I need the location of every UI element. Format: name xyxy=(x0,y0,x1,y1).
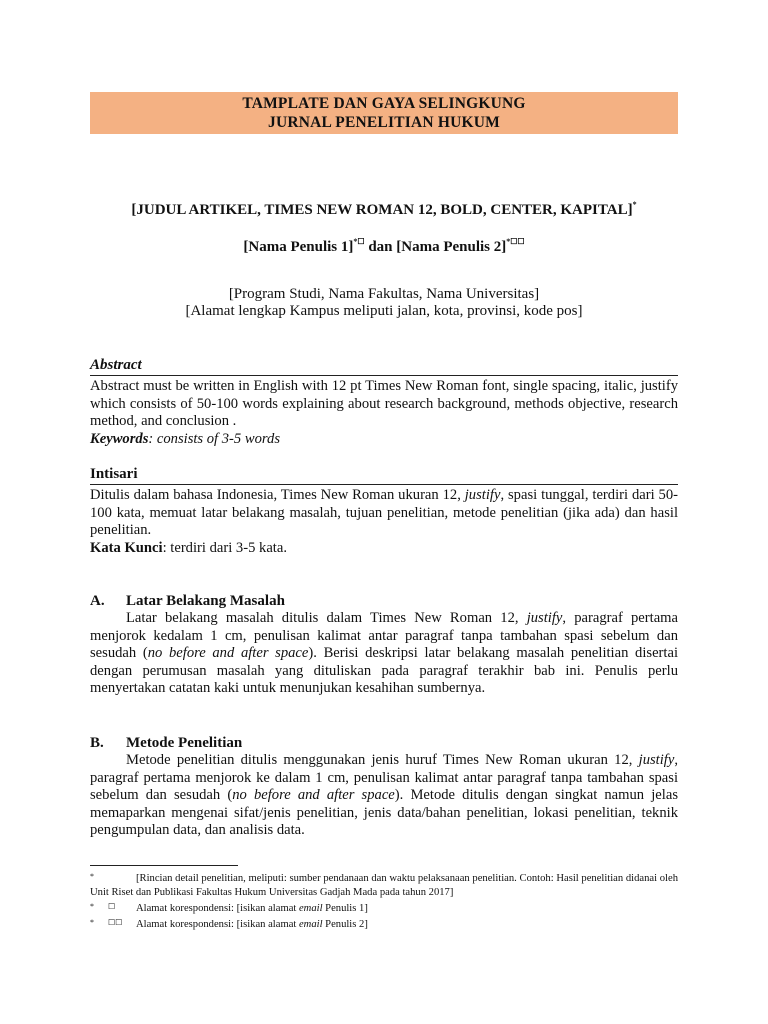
header-line-2: JURNAL PENELITIAN HUKUM xyxy=(268,114,500,131)
section-b-italic-2: no before and after space xyxy=(232,787,395,804)
footnote-3-italic: email xyxy=(298,919,323,930)
footnote-1 xyxy=(90,872,678,900)
section-a-text-3: ). Berisi deskripsi latar belakang masalah penelitian disertai dengan perumusan masalah yang dituliskan pada paragraf terakhir bab ini. Penulis perlu menyertakan catatan kaki untuk menunjukan kesahihan sumbernya. xyxy=(90,645,678,697)
article-title-text: [JUDUL ARTIKEL, TIMES NEW ROMAN 12, BOLD, CENTER, KAPITAL] xyxy=(131,202,633,218)
footnote-2-text xyxy=(90,902,678,916)
footnote-2-mark-2: ☐ xyxy=(108,902,116,911)
section-a-italic-1: justify xyxy=(526,610,563,627)
abstract-section xyxy=(90,357,678,448)
author-conjunction: dan xyxy=(368,239,393,255)
author-1-mark: *☐ xyxy=(353,237,365,246)
author-2-mark: *☐☐ xyxy=(506,237,525,246)
section-b xyxy=(90,735,678,839)
footnote-3-text-b: Penulis 2] xyxy=(322,919,368,930)
author-line xyxy=(90,239,678,256)
section-a-text-1: Latar belakang masalah ditulis dalam Times New Roman 12, xyxy=(126,610,527,627)
footnote-separator xyxy=(90,865,238,866)
intisari-text-b: , spasi tunggal, terdiri dari 50-100 kata, memuat latar belakang masalah, tujuan penelitian, metode penelitian (jika ada) dan hasil penelitian. xyxy=(90,487,678,539)
section-b-text-1: Metode penelitian ditulis menggunakan jenis huruf Times New Roman ukuran 12, xyxy=(126,752,639,769)
section-a-heading xyxy=(90,593,678,610)
footnote-1-mark: * xyxy=(90,872,94,881)
section-a xyxy=(90,593,678,697)
keywords-text: : consists of 3-5 words xyxy=(148,430,280,447)
section-b-text-2: , paragraf pertama menjorok ke dalam 1 cm, penulisan kalimat antar paragraf tanpa tambahan spasi sebelum dan sesudah ( xyxy=(90,752,678,804)
footnote-1-text: [Rincian detail penelitian, meliputi: sumber pendanaan dan waktu pelaksanaan penelitian. Contoh: Hasil penelitian didanai oleh Unit Riset dan Publikasi Fakultas Hukum Universitas Gadjah Mada pada tahun 2017] xyxy=(90,873,678,898)
section-a-letter: A. xyxy=(90,593,105,609)
intisari-text-italic: justify xyxy=(464,487,501,504)
footnote-3-text xyxy=(90,918,678,932)
abstract-heading: Abstract xyxy=(90,357,678,376)
section-b-italic-1: justify xyxy=(638,752,675,769)
intisari-text xyxy=(90,487,678,539)
section-a-title: Latar Belakang Masalah xyxy=(126,593,285,609)
kata-kunci-line xyxy=(90,540,678,557)
author-1: [Nama Penulis 1] xyxy=(243,239,354,255)
affiliation-block xyxy=(90,286,678,320)
footnote-2-text-a: Alamat korespondensi: [isikan alamat xyxy=(136,903,299,914)
affiliation-line-2: [Alamat lengkap Kampus meliputi jalan, kota, provinsi, kode pos] xyxy=(185,303,583,319)
article-title xyxy=(90,202,678,219)
affiliation-line-1: [Program Studi, Nama Fakultas, Nama Universitas] xyxy=(228,286,540,302)
journal-header-banner xyxy=(90,92,678,134)
section-b-title: Metode Penelitian xyxy=(126,735,243,751)
intisari-text-a: Ditulis dalam bahasa Indonesia, Times New Roman ukuran 12, xyxy=(90,487,465,504)
footnote-2-text-b: Penulis 1] xyxy=(322,903,368,914)
header-line-1: TAMPLATE DAN GAYA SELINGKUNG xyxy=(242,95,526,112)
kata-kunci-text: : terdiri dari 3-5 kata. xyxy=(162,539,287,556)
title-footnote-mark: * xyxy=(632,200,637,209)
keywords-line xyxy=(90,431,678,448)
section-b-letter: B. xyxy=(90,735,104,751)
footnote-3-mark-2: ☐☐ xyxy=(108,918,123,927)
kata-kunci-label: Kata Kunci xyxy=(90,539,163,556)
author-2: [Nama Penulis 2] xyxy=(396,239,507,255)
section-b-paragraph xyxy=(90,752,678,839)
footnote-3-mark: * xyxy=(90,918,94,927)
footnote-2 xyxy=(90,902,678,916)
intisari-heading: Intisari xyxy=(90,466,678,485)
section-b-heading xyxy=(90,735,678,752)
intisari-section xyxy=(90,466,678,557)
keywords-label: Keywords xyxy=(90,430,149,447)
footnote-2-mark: * xyxy=(90,902,94,911)
section-a-italic-2: no before and after space xyxy=(147,645,309,662)
section-a-paragraph xyxy=(90,610,678,697)
section-b-text-3: ). Metode ditulis dengan singkat namun jelas memaparkan mengenai sifat/jenis penelitian, jenis data/bahan penelitian, lokasi penelitian, teknik pengumpulan data, dan analisis data. xyxy=(90,787,678,839)
section-a-text-2: , paragraf pertama menjorok kedalam 1 cm, penulisan kalimat antar paragraf tanpa tambahan spasi sebelum dan sesudah ( xyxy=(90,610,678,662)
footnote-3-text-a: Alamat korespondensi: [isikan alamat xyxy=(136,919,299,930)
footnote-2-italic: email xyxy=(298,903,323,914)
footnote-3 xyxy=(90,918,678,932)
abstract-text: Abstract must be written in English with 12 pt Times New Roman font, single spacing, italic, justify which consists of 50-100 words explaining about research background, methods objective, research method, and conclusion . xyxy=(90,378,678,430)
